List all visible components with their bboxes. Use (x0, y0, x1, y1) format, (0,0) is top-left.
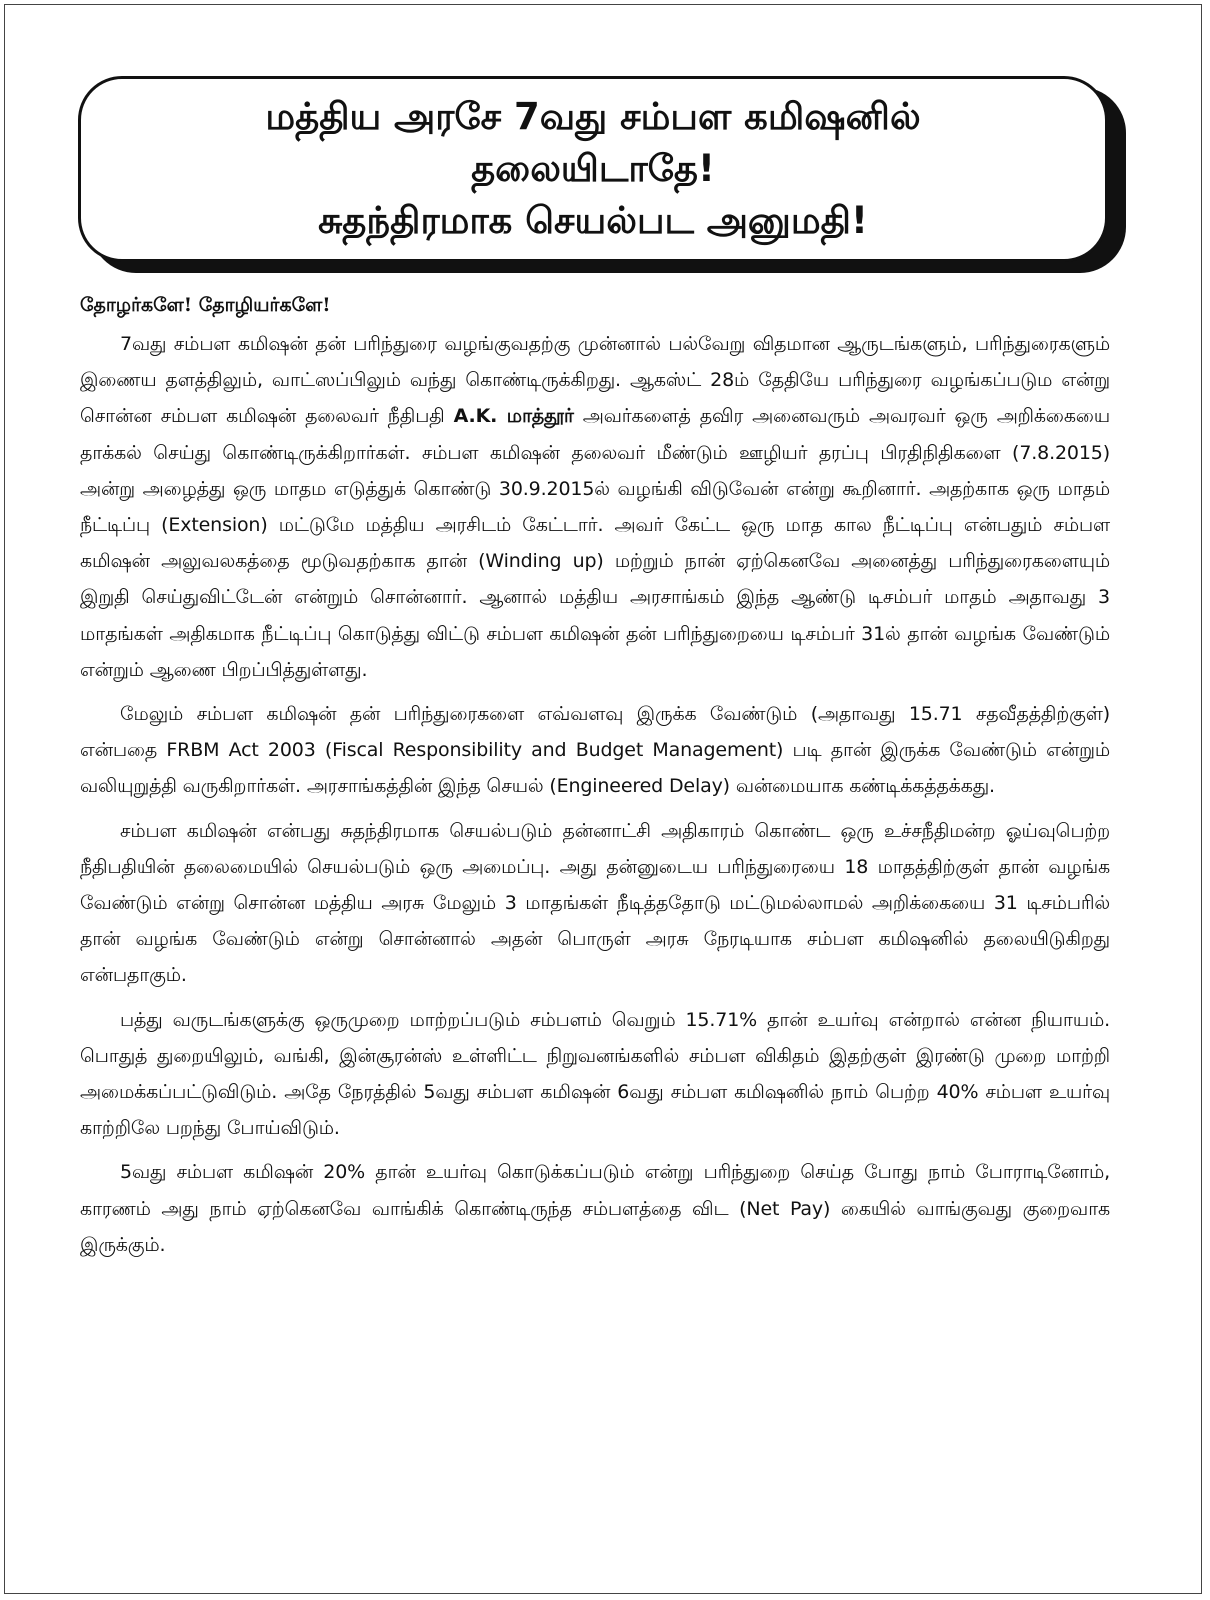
paragraph-1-text-a: 7வது சம்பள கமிஷன் தன் பரிந்துரை வழங்குவதற்கு முன்னால் பல்வேறு விதமான ஆருடங்களும், பரிந்துரைகளும் இணைய தளத்திலும், வாட்ஸப்பிலும் வந்து கொண்டிருக்கிறது. ஆகஸ்ட் 28ம் தேதியே பரிந்துரை வழங்கப்படும என்று சொன்ன சம்பள கமிஷன் தலைவர் நீதிபதி (80, 333, 1110, 428)
title-line-2: தலையிடாதே! (471, 147, 715, 190)
paragraph-3 (80, 813, 1110, 994)
title-line-1: மத்திய அரசே 7வது சம்பள கமிஷனில் (265, 95, 921, 138)
paragraph-1-text-b: அவர்களைத் தவிர அனைவரும் அவரவர் ஒரு அறிக்கையை தாக்கல் செய்து கொண்டிருக்கிறார்கள். சம்பள கமிஷன் தலைவர் மீண்டும் ஊழியர் தரப்பு பிரதிநிதிகளை (7.8.2015) அன்று அழைத்து ஒரு மாதம எடுத்துக் கொண்டு 30.9.2015ல் வழங்கி விடுவேன் என்று கூறினார். அதற்காக ஒரு மாதம் நீட்டிப்பு (Extension) மட்டுமே மத்திய அரசிடம் கேட்டார். அவர் கேட்ட ஒரு மாத கால நீட்டிப்பு என்பதும் சம்பள கமிஷன் அலுவலகத்தை மூடுவதற்காக தான் (Winding up) மற்றும் நான் ஏற்கெனவே அனைத்து பரிந்துரைகளையும் இறுதி செய்துவிட்டேன் என்றும் சொன்னார். ஆனால் மத்திய அரசாங்கம் இந்த ஆண்டு டிசம்பர் மாதம் அதாவது 3 மாதங்கள் அதிகமாக நீட்டிப்பு கொடுத்து விட்டு சம்பள கமிஷன் தன் பரிந்துறையை டிசம்பர் 31ல் தான் வழங்க வேண்டும் என்றும் ஆணை பிறப்பித்துள்ளது. (80, 405, 1110, 681)
paragraph-2-text: மேலும் சம்பள கமிஷன் தன் பரிந்துரைகளை எவ்வளவு இருக்க வேண்டும் (அதாவது 15.71 சதவீதத்திற்குள்) என்பதை FRBM Act 2003 (Fiscal Responsibility and Budget Management) படி தான் இருக்க வேண்டும் என்றும் வலியுறுத்தி வருகிறார்கள். அரசாங்கத்தின் இந்த செயல் (Engineered Delay) வன்மையாக கண்டிக்கத்தக்கது. (80, 703, 1110, 798)
paragraph-1 (80, 326, 1110, 688)
chairman-name: A.K. மாத்தூர் (453, 405, 574, 428)
paragraph-5 (80, 1154, 1110, 1263)
title-line-3: சுதந்திரமாக செயல்பட அனுமதி! (318, 199, 868, 242)
article-body (80, 288, 1110, 1271)
paragraph-4-text: பத்து வருடங்களுக்கு ஒருமுறை மாற்றப்படும் சம்பளம் வெறும் 15.71% தான் உயர்வு என்றால் என்ன நியாயம். பொதுத் துறையிலும், வங்கி, இன்சூரன்ஸ் உள்ளிட்ட நிறுவனங்களில் சம்பள விகிதம் இதற்குள் இரண்டு முறை மாற்றி அமைக்கப்பட்டுவிடும். அதே நேரத்தில் 5வது சம்பள கமிஷன் 6வது சம்பள கமிஷனில் நாம் பெற்ற 40% சம்பள உயர்வு காற்றிலே பறந்து போய்விடும். (80, 1008, 1110, 1140)
paragraph-2 (80, 696, 1110, 805)
title-box (78, 76, 1108, 262)
paragraph-3-text: சம்பள கமிஷன் என்பது சுதந்திரமாக செயல்படும் தன்னாட்சி அதிகாரம் கொண்ட ஒரு உச்சநீதிமன்ற ஓய்வுபெற்ற நீதிபதியின் தலைமையில் செயல்படும் ஒரு அமைப்பு. அது தன்னுடைய பரிந்துரையை 18 மாதத்திற்குள் தான் வழங்க வேண்டும் என்று சொன்ன மத்திய அரசு மேலும் 3 மாதங்கள் நீடித்ததோடு மட்டுமல்லாமல் அறிக்கையை 31 டிசம்பரில் தான் வழங்க வேண்டும் என்று சொன்னால் அதன் பொருள் அரசு நேரடியாக சம்பள கமிஷனில் தலையிடுகிறது என்பதாகும். (80, 819, 1111, 987)
paragraph-5-text: 5வது சம்பள கமிஷன் 20% தான் உயர்வு கொடுக்கப்படும் என்று பரிந்துறை செய்த போது நாம் போராடினோம், காரணம் அது நாம் ஏற்கெனவே வாங்கிக் கொண்டிருந்த சம்பளத்தை விட (Net Pay) கையில் வாங்குவது குறைவாக இருக்கும். (80, 1161, 1110, 1256)
paragraph-4 (80, 1002, 1110, 1147)
salutation: தோழர்களே! தோழியர்களே! (80, 294, 331, 316)
